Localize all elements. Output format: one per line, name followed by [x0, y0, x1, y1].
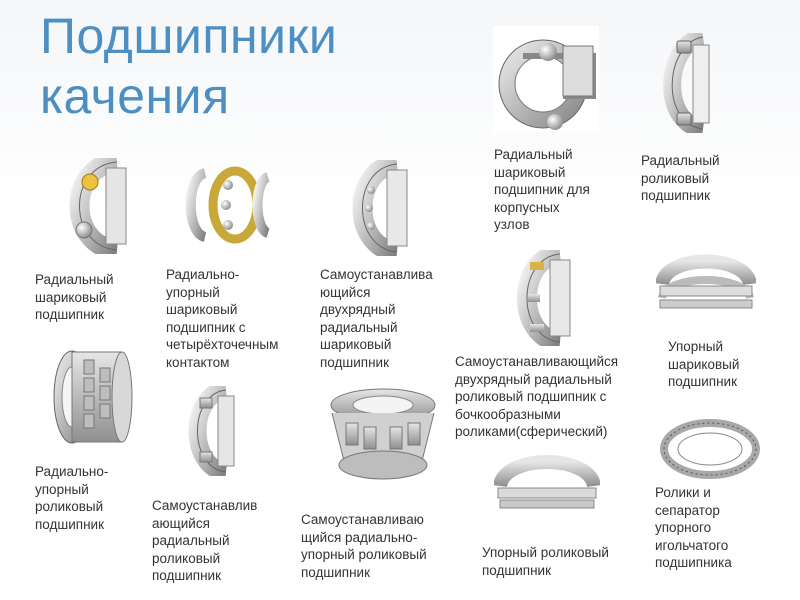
caption-tapered-roller-bearing: Радиально- упорный роликовый подшипник	[35, 464, 109, 532]
caption-thrust-roller-bearing: Упорный роликовый подшипник	[482, 545, 609, 578]
spherical-thrust-roller-bearing-icon	[324, 383, 442, 483]
thrust-ball-bearing-icon	[656, 250, 756, 316]
caption-four-point-contact-bearing: Радиально- упорный шариковый подшипник с четырёхточечным контактом	[166, 267, 279, 370]
caption-spherical-thrust-roller-bearing: Самоустанавливаю щийся радиально- упорный роликовый подшипник	[301, 512, 427, 580]
page-title: Подшипники качения	[40, 8, 338, 124]
caption-spherical-roller-bearing: Самоустанавливающийся двухрядный радиальный роликовый подшипник с бочкообразными роликами(сферический)	[455, 354, 619, 439]
thrust-roller-bearing-icon	[494, 450, 600, 516]
radial-ball-bearing-icon	[62, 158, 132, 254]
caption-radial-ball-bearing: Радиальный шариковый подшипник	[35, 272, 114, 322]
spherical-roller-bearing-icon	[510, 250, 578, 346]
caption-thrust-ball-bearing: Упорный шариковый подшипник	[668, 339, 740, 389]
caption-needle-roller-cage: Ролики и сепаратор упорного игольчатого подшипника	[655, 485, 732, 570]
caption-housed-ball-bearing: Радиальный шариковый подшипник для корпусных узлов	[494, 147, 590, 232]
tapered-roller-bearing-icon	[44, 346, 136, 448]
self-aligning-ball-bearing-icon	[345, 160, 415, 256]
radial-roller-bearing-icon	[655, 33, 715, 133]
self-aligning-roller-bearing-icon	[184, 386, 240, 476]
housed-ball-bearing-icon	[493, 26, 599, 132]
caption-self-aligning-ball-bearing: Самоустанавлива ющийся двухрядный радиальный шариковый подшипник	[320, 267, 433, 370]
caption-radial-roller-bearing: Радиальный роликовый подшипник	[641, 153, 720, 203]
caption-self-aligning-roller-bearing: Самоустанавлив ающийся радиальный роликовый подшипник	[152, 498, 258, 583]
four-point-contact-bearing-icon	[180, 165, 285, 245]
needle-roller-cage-icon	[660, 418, 760, 480]
